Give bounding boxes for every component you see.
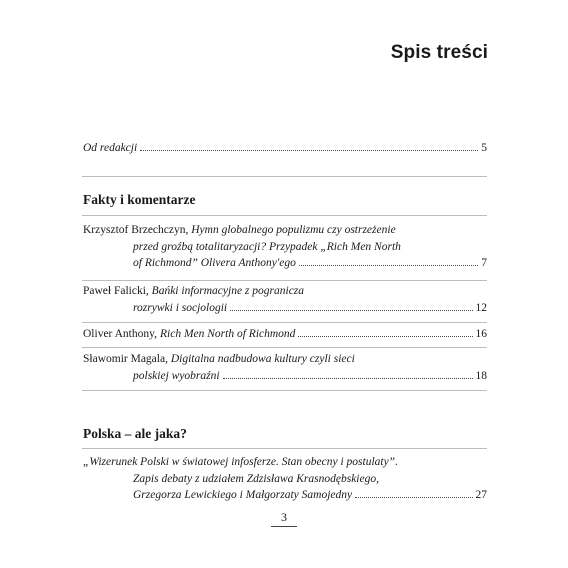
toc-entry-title: Rich Men North of Richmond xyxy=(160,328,296,340)
toc-entry-title: rozrywki i socjologii xyxy=(133,301,228,314)
divider xyxy=(82,280,487,281)
toc-entry-author: Sławomir Magala, xyxy=(83,353,171,365)
toc-entry-title: Bańki informacyjne z pogranicza xyxy=(151,285,305,297)
toc-entry-title: Od redakcji xyxy=(83,142,138,154)
page-footer xyxy=(0,510,568,527)
toc-entry-title: Digitalna nadbudowa kultury czyli sieci xyxy=(170,353,355,365)
divider xyxy=(82,215,487,216)
toc-page-number: 18 xyxy=(475,369,487,382)
toc-entry[interactable] xyxy=(83,454,487,504)
divider xyxy=(82,322,487,323)
toc-entry-title: przed groźbą totalitaryzacji? Przypadek „Rich Men North xyxy=(133,240,401,253)
toc-entry[interactable] xyxy=(83,283,487,316)
toc-entry-title: Grzegorza Lewickiego i Małgorzaty Samojedny xyxy=(133,489,353,502)
divider xyxy=(82,448,487,449)
toc-page-number: 7 xyxy=(481,257,487,270)
dot-leader xyxy=(230,310,472,311)
dot-leader xyxy=(298,336,472,337)
toc-entry-title: of Richmond” Olivera Anthony'ego xyxy=(133,257,296,270)
divider xyxy=(82,176,487,177)
footer-page-number: 3 xyxy=(271,510,297,527)
toc-entry-title: polskiej wyobraźni xyxy=(133,369,220,382)
dot-leader xyxy=(299,265,478,266)
divider xyxy=(82,390,487,391)
page-title: Spis treści xyxy=(390,42,488,63)
section-heading: Fakty i komentarze xyxy=(83,192,196,207)
toc-entry-author: Oliver Anthony, xyxy=(83,328,157,340)
divider xyxy=(82,347,487,348)
toc-page-number: 5 xyxy=(481,142,487,154)
toc-entry-title: Hymn globalnego populizmu czy ostrzeżenie xyxy=(191,224,396,236)
toc-page-number: 27 xyxy=(475,489,487,502)
section-heading: Polska – ale jaka? xyxy=(83,426,187,441)
toc-entry[interactable] xyxy=(83,222,487,272)
toc-entry[interactable] xyxy=(83,351,487,384)
toc-entry-intro[interactable] xyxy=(83,140,487,157)
toc-page-number: 12 xyxy=(475,301,487,314)
toc-entry-title: „Wizerunek Polski w światowej infosferze. Stan obecny i postulaty”. xyxy=(83,456,398,468)
toc-entry[interactable] xyxy=(83,326,487,343)
toc-entry-title: Zapis debaty z udziałem Zdzisława Krasnodębskiego, xyxy=(133,472,379,485)
toc-entry-author: Paweł Falicki, xyxy=(83,285,152,297)
toc-page-number: 16 xyxy=(475,328,487,340)
toc-entry-author: Krzysztof Brzechczyn, xyxy=(83,224,192,236)
dot-leader xyxy=(355,497,472,498)
dot-leader xyxy=(223,378,473,379)
dot-leader xyxy=(140,150,478,151)
